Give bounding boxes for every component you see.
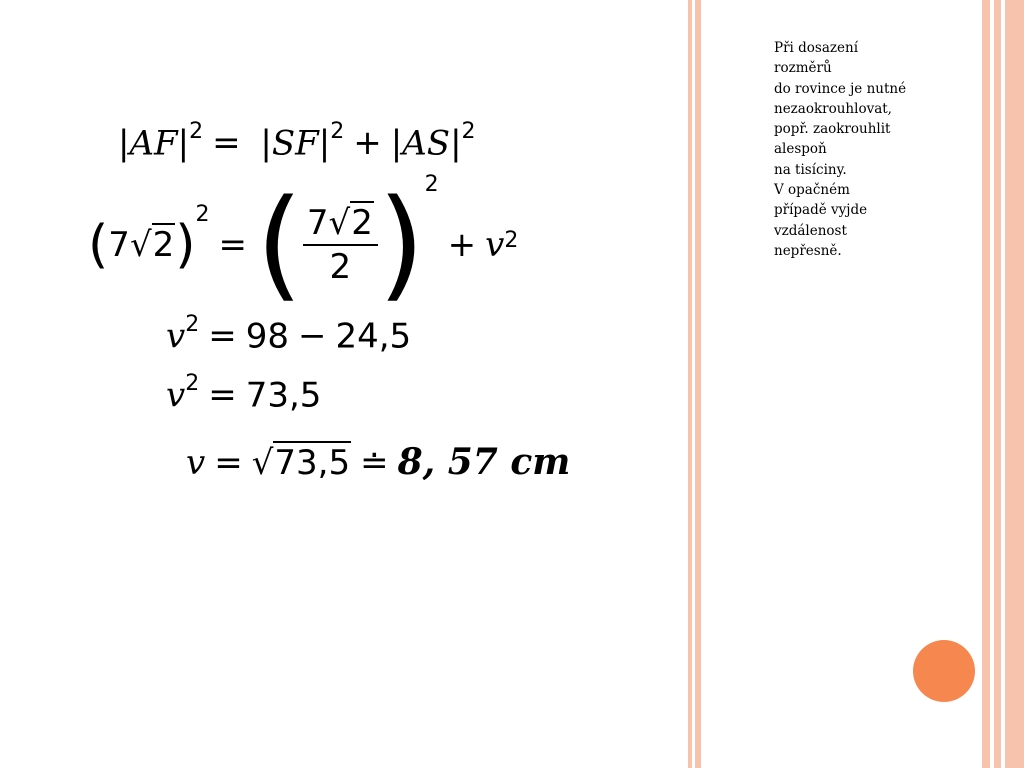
equation-step-2 xyxy=(166,371,322,416)
variable-v: v xyxy=(166,375,186,416)
note-line: vzdálenost xyxy=(774,222,847,239)
exponent: 2 xyxy=(461,119,476,144)
note-line: alespoň xyxy=(774,141,827,158)
radicand: 2 xyxy=(351,203,373,243)
equals-sign: = xyxy=(208,316,237,357)
note-line: nepřesně. xyxy=(774,242,842,259)
segment-as: AS xyxy=(402,123,451,164)
big-paren-open: ( xyxy=(256,175,303,314)
abs-bar: | xyxy=(450,123,462,164)
note-line: do rovince je nutné xyxy=(774,80,907,97)
abs-bar: | xyxy=(318,123,331,164)
abs-bar: | xyxy=(118,123,130,164)
equals-sign: = xyxy=(214,443,243,483)
exponent: 2 xyxy=(424,172,439,197)
radicand: 2 xyxy=(152,225,175,265)
variable-v: v xyxy=(166,316,186,357)
radical-sign: √ xyxy=(328,203,351,243)
approx-equals-sign: ≐ xyxy=(360,443,389,483)
exponent: 2 xyxy=(330,119,345,144)
decor-stripe xyxy=(982,0,990,768)
exponent: 2 xyxy=(185,371,200,396)
fraction-denominator: 2 xyxy=(329,247,352,287)
decor-circle xyxy=(913,640,975,702)
plus-sign: + xyxy=(447,225,477,265)
equation-step-1 xyxy=(166,312,412,357)
paren-close: ) xyxy=(175,215,196,275)
note-line: případě vyjde xyxy=(774,202,868,219)
variable-v: v xyxy=(485,225,505,265)
exponent: 2 xyxy=(185,312,200,337)
abs-bar: | xyxy=(390,123,403,164)
paren-open: ( xyxy=(88,215,109,275)
equation-pythagoras xyxy=(118,119,476,164)
result-value: 8, 57 cm xyxy=(397,441,571,483)
abs-bar: | xyxy=(177,123,190,164)
equation-result xyxy=(186,441,571,483)
value-73-5: 73,5 xyxy=(245,375,322,416)
fraction-numerator xyxy=(303,203,378,246)
coefficient: 7 xyxy=(108,225,130,265)
equals-sign: = xyxy=(212,123,241,164)
variable-v: v xyxy=(186,443,206,483)
note-line: Při dosazení xyxy=(774,40,859,56)
equation-substitution xyxy=(88,172,519,314)
decor-stripe xyxy=(1001,0,1005,768)
value-24-5: 24,5 xyxy=(335,316,412,357)
square-root xyxy=(251,443,351,483)
radicand: 73,5 xyxy=(274,443,351,483)
minus-sign: − xyxy=(297,316,327,357)
value-98: 98 xyxy=(245,316,289,357)
note-line: popř. zaokrouhlit xyxy=(774,121,891,138)
equals-sign: = xyxy=(208,375,237,416)
exponent: 2 xyxy=(504,228,519,253)
segment-sf: SF xyxy=(271,123,319,164)
radical-sign: √ xyxy=(129,225,152,265)
fraction xyxy=(303,203,378,287)
note-line: V opačném xyxy=(774,182,850,199)
note-line: nezaokrouhlovat, xyxy=(774,100,892,117)
big-paren-close: ) xyxy=(377,175,425,314)
square-root xyxy=(129,225,175,265)
exponent: 2 xyxy=(195,202,210,227)
radical-sign: √ xyxy=(251,443,274,483)
abs-bar: | xyxy=(260,123,272,164)
segment-af: AF xyxy=(129,123,178,164)
decor-stripe xyxy=(695,0,701,768)
plus-sign: + xyxy=(353,123,382,164)
note-line: rozměrů xyxy=(774,60,832,77)
side-note xyxy=(774,38,974,261)
note-line: na tisíciny. xyxy=(774,161,847,178)
decor-stripe xyxy=(994,0,1024,768)
coefficient: 7 xyxy=(306,203,329,243)
equals-sign: = xyxy=(218,225,248,265)
exponent: 2 xyxy=(189,119,204,144)
